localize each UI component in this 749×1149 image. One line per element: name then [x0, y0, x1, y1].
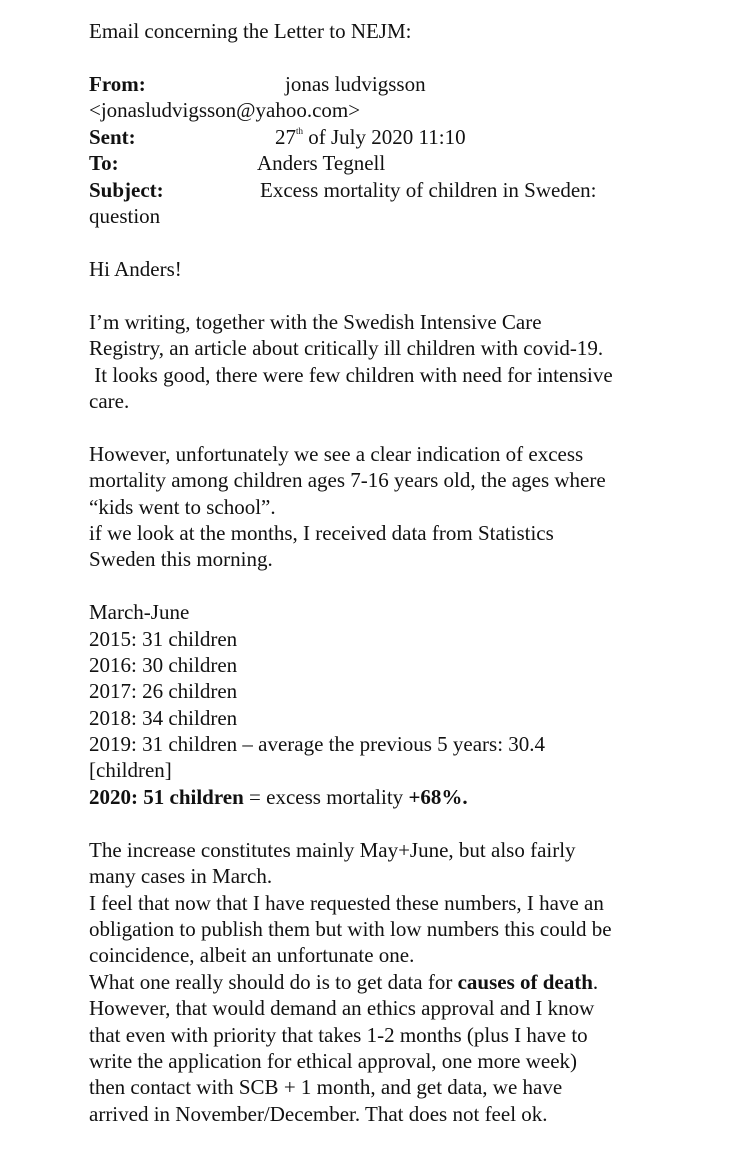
from-label: From:	[89, 72, 146, 96]
paragraph-line: What one really should do is to get data for causes of death.	[89, 970, 599, 994]
subject-label: Subject:	[89, 178, 164, 202]
sent-value: 27th of July 2020 11:10	[275, 125, 466, 149]
paragraph-line: arrived in November/December. That does not feel ok.	[89, 1102, 548, 1126]
causes-of-death-emphasis: causes of death	[457, 970, 593, 994]
paragraph-line: Registry, an article about critically ill children with covid-19.	[89, 336, 604, 360]
paragraph-line: “kids went to school”.	[89, 495, 276, 519]
paragraph-line: I’m writing, together with the Swedish Intensive Care	[89, 310, 542, 334]
paragraph-line: then contact with SCB + 1 month, and get data, we have	[89, 1075, 563, 1099]
paragraph-line: many cases in March.	[89, 864, 273, 888]
subject-value: Excess mortality of children in Sweden:	[260, 178, 597, 202]
subject-continuation: question	[89, 204, 161, 228]
stats-row: 2015: 31 children	[89, 627, 238, 651]
paragraph-line: It looks good, there were few children with need for intensive	[89, 363, 613, 387]
paragraph-line: The increase constitutes mainly May+June, but also fairly	[89, 838, 576, 862]
paragraph-line: mortality among children ages 7-16 years old, the ages where	[89, 468, 606, 492]
to-value: Anders Tegnell	[257, 151, 386, 175]
greeting: Hi Anders!	[89, 257, 182, 281]
paragraph-line: Sweden this morning.	[89, 547, 273, 571]
paragraph-line: I feel that now that I have requested these numbers, I have an	[89, 891, 604, 915]
to-label: To:	[89, 151, 119, 175]
document-title: Email concerning the Letter to NEJM:	[89, 19, 412, 43]
paragraph-line: if we look at the months, I received data from Statistics	[89, 521, 554, 545]
paragraph-line: that even with priority that takes 1-2 months (plus I have to	[89, 1023, 588, 1047]
paragraph-line: However, unfortunately we see a clear indication of excess	[89, 442, 584, 466]
from-email: <jonasludvigsson@yahoo.com>	[89, 98, 361, 122]
stats-row: 2018: 34 children	[89, 706, 238, 730]
paragraph-line: However, that would demand an ethics approval and I know	[89, 996, 595, 1020]
sent-label: Sent:	[89, 125, 136, 149]
stats-highlight: 2020: 51 children = excess mortality +68%.	[89, 785, 468, 809]
stats-highlight-percent: +68%.	[408, 785, 468, 809]
stats-row: [children]	[89, 758, 172, 782]
stats-row: 2019: 31 children – average the previous 5 years: 30.4	[89, 732, 546, 756]
stats-highlight-year: 2020: 51 children	[89, 785, 244, 809]
paragraph-line: care.	[89, 389, 130, 413]
paragraph-line: write the application for ethical approval, one more week)	[89, 1049, 578, 1073]
stats-row: 2016: 30 children	[89, 653, 238, 677]
paragraph-line: obligation to publish them but with low numbers this could be	[89, 917, 612, 941]
paragraph-line: coincidence, albeit an unfortunate one.	[89, 943, 415, 967]
stats-row: 2017: 26 children	[89, 679, 238, 703]
from-name: jonas ludvigsson	[285, 72, 426, 96]
stats-period: March-June	[89, 600, 190, 624]
